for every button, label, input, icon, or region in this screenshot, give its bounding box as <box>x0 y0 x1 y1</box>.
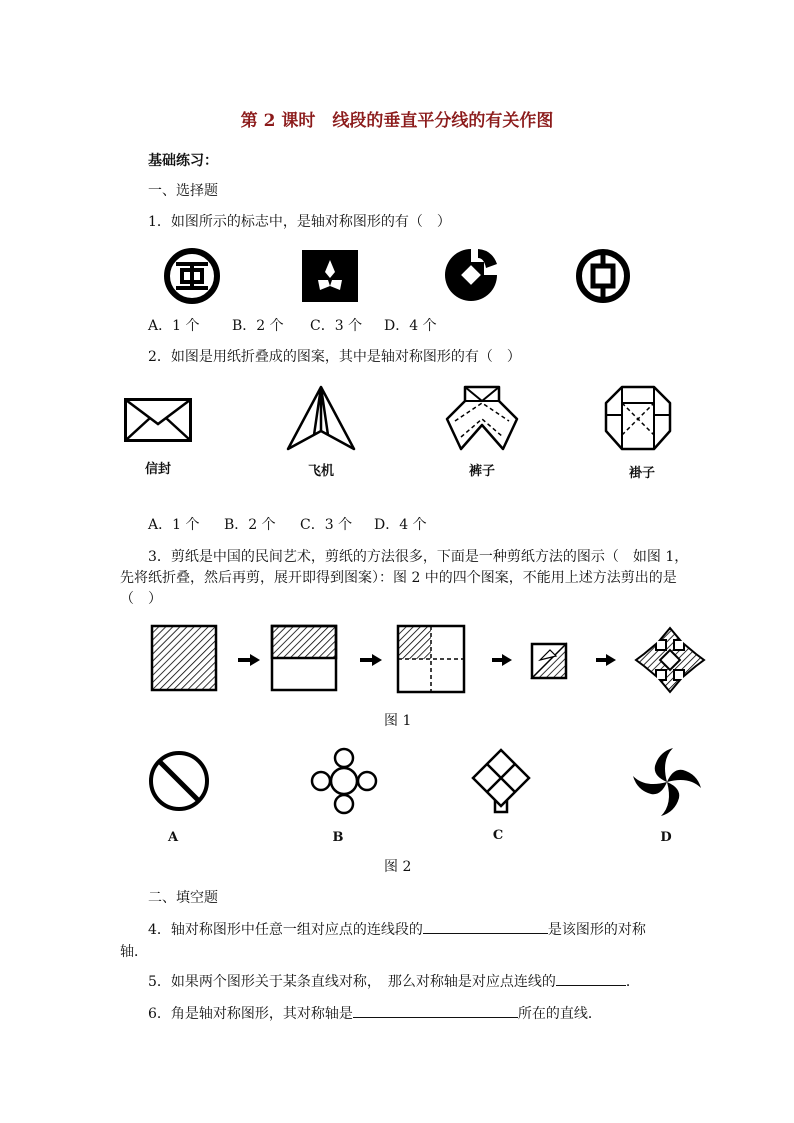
question-4-line-2: 轴． <box>120 944 148 960</box>
no-entry-circle-icon <box>147 749 211 813</box>
arrow-icon <box>596 654 616 666</box>
q5-answer-blank[interactable] <box>556 971 626 986</box>
caption-shirt: 褂子 <box>628 466 655 481</box>
fig2-label-c: C <box>492 828 504 843</box>
q5-text-before: 5．如果两个图形关于某条直线对称， 那么对称轴是对应点连线的 <box>148 974 556 990</box>
endless-knot-icon <box>469 748 533 814</box>
q2-option-a: A．1 个 <box>148 517 200 533</box>
arrow-icon <box>360 654 382 666</box>
question-6 <box>148 1003 602 1025</box>
swirl-pinwheel-icon <box>631 746 703 818</box>
caption-pants: 裤子 <box>468 464 495 479</box>
question-3-line-1: 3．剪纸是中国的民间艺术，剪纸的方法很多，下面是一种剪纸方法的图示（ 如图 1， <box>148 549 689 565</box>
question-2-stem: 2．如图是用纸折叠成的图案，其中是轴对称图形的有（ ） <box>148 349 521 365</box>
caption-plane: 飞机 <box>307 464 334 479</box>
question-3-line-2: 先将纸折叠，然后再剪，展开即得到图案）：图 2 中的四个图案，不能用上述方法剪出的是 <box>120 570 677 586</box>
step-5-pattern <box>636 628 704 692</box>
arrow-icon <box>238 654 260 666</box>
q1-option-d: D．4 个 <box>384 318 437 334</box>
five-circles-icon <box>310 747 378 815</box>
question-4-line-1 <box>148 919 646 941</box>
arrow-icon <box>492 654 512 666</box>
figure-1-caption: 图 1 <box>384 713 412 729</box>
q4-answer-blank[interactable] <box>423 919 548 934</box>
caption-envelope: 信封 <box>144 462 171 477</box>
q1-option-c: C．3 个 <box>310 318 363 334</box>
q2-option-c: C．3 个 <box>300 517 353 533</box>
q6-text-before: 6．角是轴对称图形，其对称轴是 <box>148 1006 353 1022</box>
q4-text-before: 4．轴对称图形中任意一组对应点的连线段的 <box>148 922 423 938</box>
part-heading-fill: 二、填空题 <box>148 890 218 906</box>
part-heading-choice: 一、选择题 <box>148 183 218 199</box>
q5-text-after: ． <box>625 974 640 990</box>
q4-text-after: 是该图形的对称 <box>547 922 646 938</box>
q1-option-b: B．2 个 <box>232 318 284 334</box>
q6-text-after: 所在的直线． <box>517 1006 602 1022</box>
question-1-stem: 1．如图所示的标志中，是轴对称图形的有（ ） <box>148 214 451 230</box>
step-4-triangle <box>532 644 566 678</box>
fig2-label-d: D <box>660 830 672 845</box>
figure-2-caption: 图 2 <box>384 859 412 875</box>
q6-answer-blank[interactable] <box>353 1003 518 1018</box>
q1-option-a: A．1 个 <box>148 318 200 334</box>
q2-option-d: D．4 个 <box>374 517 427 533</box>
question-5 <box>148 971 640 993</box>
section-heading: 基础练习： <box>148 153 218 169</box>
step-2-folded <box>272 626 336 690</box>
q2-option-b: B．2 个 <box>224 517 276 533</box>
question-3-line-3: （ ） <box>120 591 162 607</box>
page-title: 第 2 课时 线段的垂直平分线的有关作图 <box>240 111 554 131</box>
step-3-quarter <box>398 626 464 692</box>
step-1-square <box>152 626 216 690</box>
fig2-label-b: B <box>332 830 344 845</box>
fig2-label-a: A <box>167 830 179 845</box>
